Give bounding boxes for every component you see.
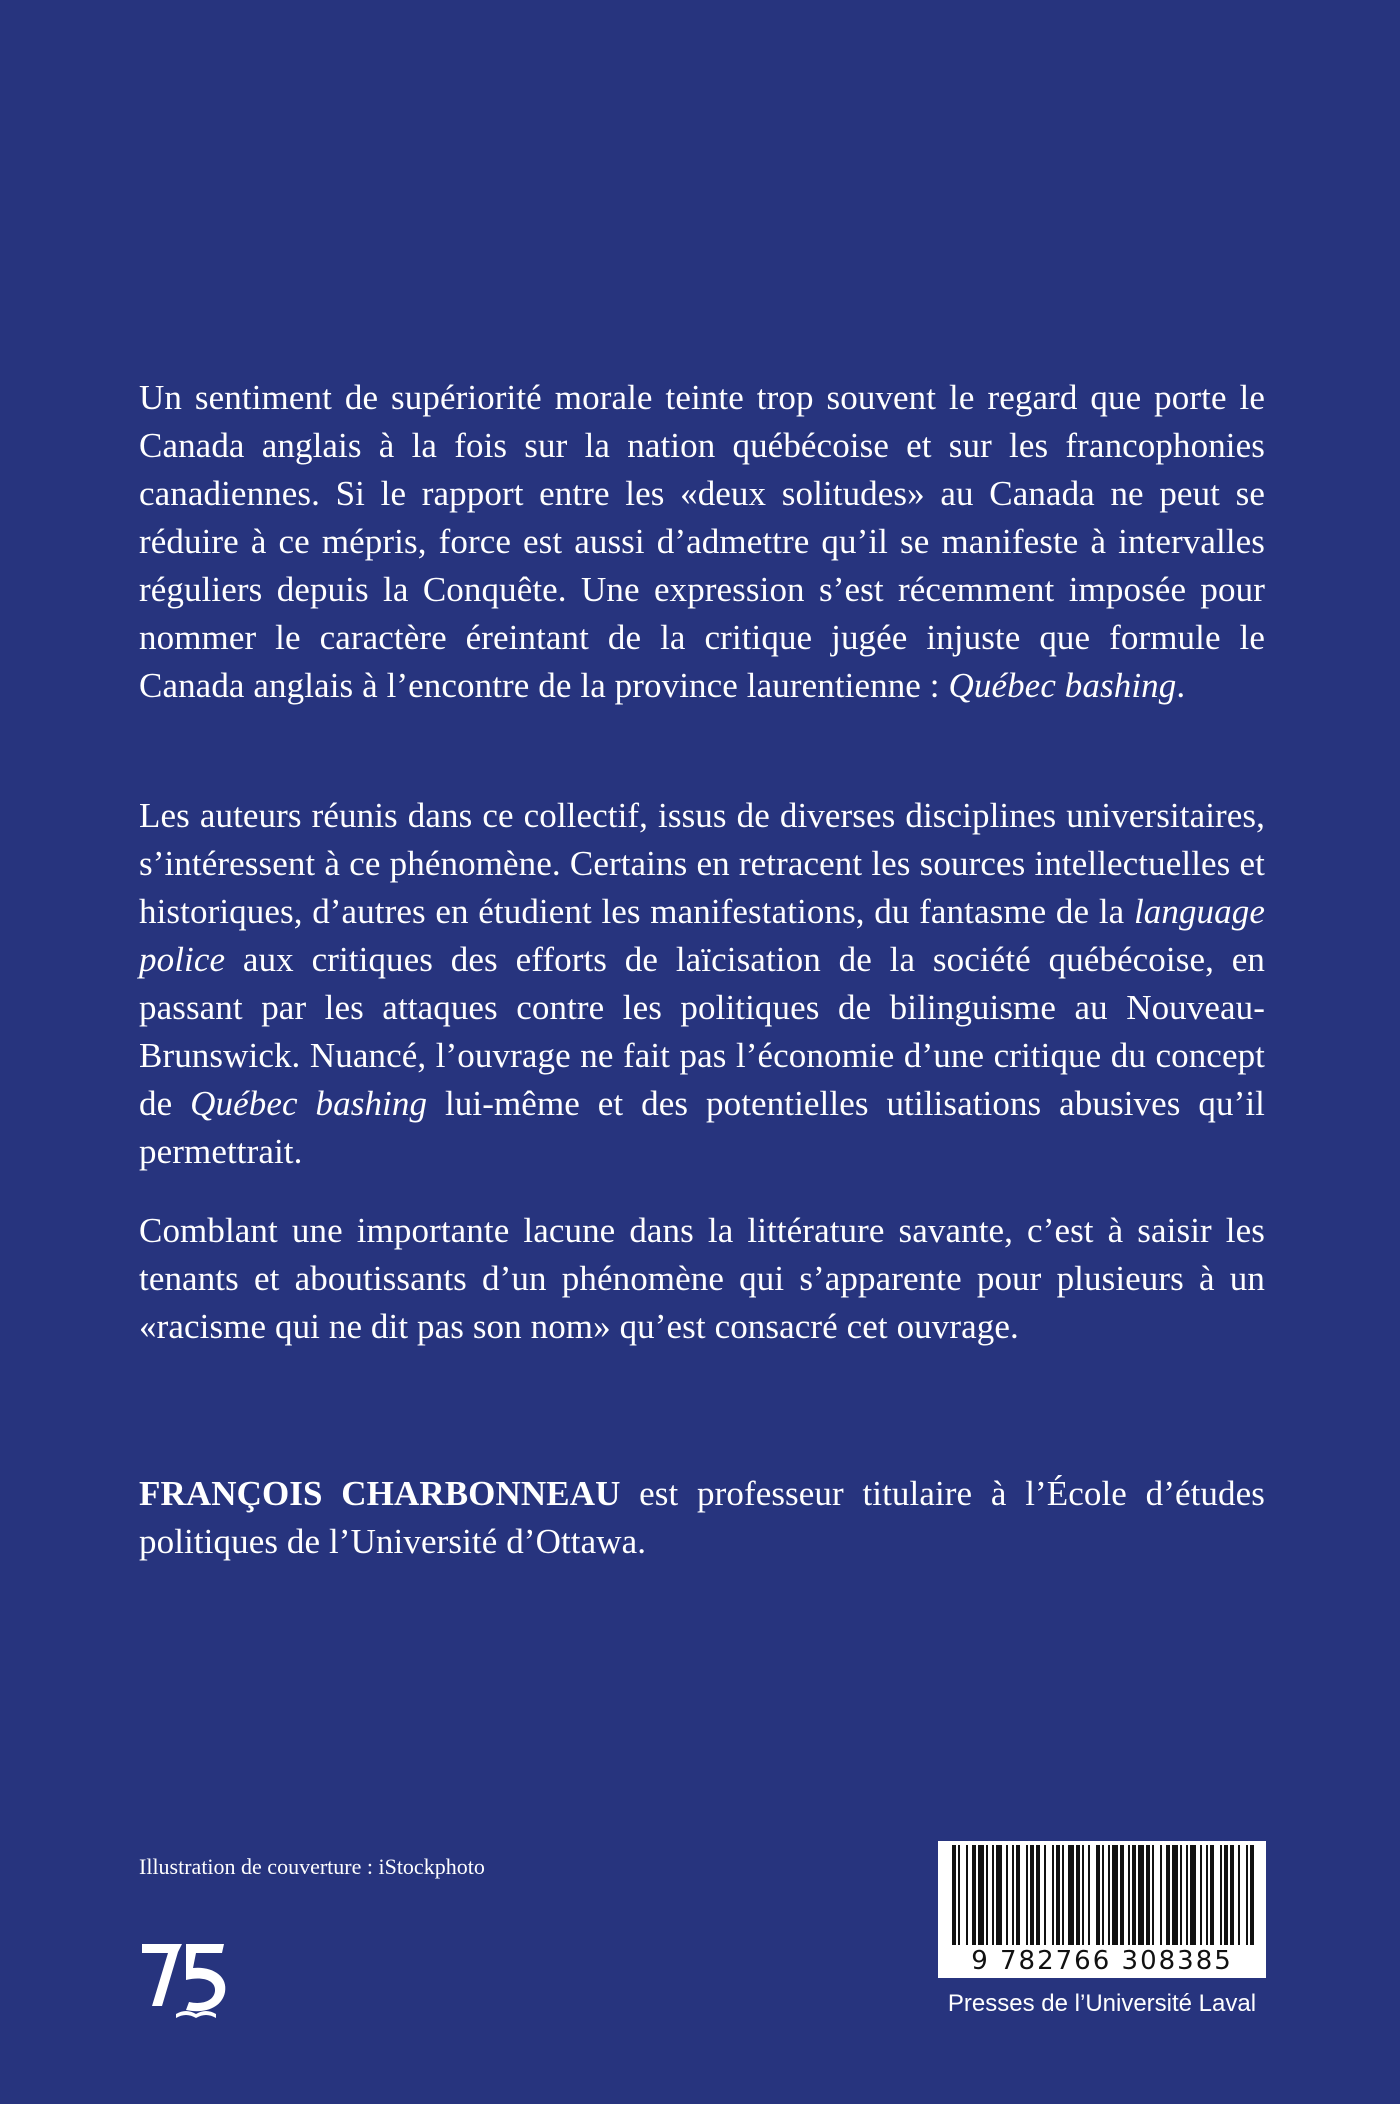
barcode-bar [1128,1845,1130,1945]
barcode-bar [1108,1845,1110,1945]
barcode-bar [1082,1845,1084,1945]
barcode-bar [1220,1845,1222,1945]
barcode-bar [1138,1845,1144,1945]
barcode-bar [958,1845,960,1945]
barcode-bar [1016,1845,1020,1945]
book-icon [176,2011,216,2018]
paragraph-conclusion-text: Comblant une importante lacune dans la littérature savante, c’est à saisir les tenants et aboutissants d’un phénomène qui s’apparente pour plusieurs à un «racisme qui ne dit pas son nom» qu’est consacré cet ouvrage. [139,1211,1265,1346]
barcode-bar [1120,1845,1124,1945]
barcode-bar [952,1845,956,1945]
barcode-bar [972,1845,976,1945]
barcode-bar [1026,1845,1028,1945]
author-name: FRANÇOIS CHARBONNEAU [139,1474,621,1513]
barcode-bar [1152,1845,1154,1945]
paragraph-authors-text-2: aux critiques des efforts de laïcisation de la société québécoise, en passant par les attaques contre les politiques de bilinguisme au Nouveau-Brunswick. Nuancé, l’ouvrage ne fait pas l’économie d’une critique du concept de [139,940,1265,1123]
isbn-barcode [938,1841,1266,1978]
isbn-digits: 9 782766 308385 [938,1946,1266,1976]
barcode-bar [1088,1845,1090,1945]
barcode-bar [1246,1845,1248,1945]
barcode-bar [986,1845,988,1945]
barcode-bar [1224,1845,1228,1945]
barcode-bar [978,1845,984,1945]
anniversary-75-logo [138,1934,238,2024]
barcode-bar [992,1845,994,1945]
paragraph-authors-text-1: Les auteurs réunis dans ce collectif, issus de diverses disciplines universitaires, s’intéressent à ce phénomène. Certains en retracent les sources intellectuelles et historiques, d’autres en étudient les manifestations, du fantasme de la [139,796,1265,931]
barcode-bar [1102,1845,1104,1945]
italic-term: Québec bashing [190,1084,428,1123]
barcode-bars [938,1841,1266,1946]
barcode-bar [1012,1845,1014,1945]
barcode-bar [1112,1845,1118,1945]
barcode-bar [1044,1845,1046,1945]
paragraph-intro [139,374,1265,710]
paragraph-conclusion [139,1207,1265,1351]
cover-credit: Illustration de couverture : iStockphoto [139,1854,485,1879]
barcode-bar [1132,1845,1136,1945]
barcode-bar [996,1845,1002,1945]
barcode-bar [1180,1845,1182,1945]
barcode-bar [1052,1845,1054,1945]
barcode-bar [1160,1845,1162,1945]
barcode-bar [1190,1845,1196,1945]
barcode-bar [1036,1845,1040,1945]
barcode-bar [1062,1845,1064,1945]
barcode-bar [966,1845,968,1945]
barcode-bar [1056,1845,1060,1945]
paragraph-authors [139,792,1265,1176]
barcode-bar [1230,1845,1234,1945]
barcode-bar [1200,1845,1202,1945]
barcode-bar [1172,1845,1178,1945]
barcode-bar [1166,1845,1170,1945]
italic-term: language police [139,892,1265,979]
publisher-name: Presses de l’Université Laval [947,1990,1257,2017]
paragraph-authors-text-3: lui-même et des potentielles utilisations abusives qu’il permettrait. [139,1084,1266,1171]
italic-term: Québec bashing [948,666,1177,705]
barcode-bar [1030,1845,1034,1945]
barcode-bar [1076,1845,1080,1945]
barcode-bar [1238,1845,1240,1945]
barcode-bar [1210,1845,1214,1945]
barcode-bar [1250,1845,1254,1945]
barcode-bar [1206,1845,1208,1945]
author-bio-text: est professeur titulaire à l’École d’études politiques de l’Université d’Ottawa. [139,1474,1265,1561]
barcode-bar [1096,1845,1100,1945]
barcode-bar [1186,1845,1188,1945]
barcode-bar [1146,1845,1150,1945]
author-bio [139,1470,1265,1566]
paragraph-intro-end: . [1176,666,1186,705]
paragraph-intro-text: Un sentiment de supériorité morale teinte trop souvent le regard que porte le Canada anglais à la fois sur la nation québécoise et sur les francophonies canadiennes. Si le rapport entre les «deux solitudes» au Canada ne peut se réduire à ce mépris, force est aussi d’admettre qu’il se manifeste à intervalles réguliers depuis la Conquête. Une expression s’est récemment imposée pour nommer le caractère éreintant de la critique jugée injuste que formule le Canada anglais à l’encontre de la province laurentienne : [139,378,1265,705]
barcode-bar [1006,1845,1008,1945]
barcode-bar [1068,1845,1074,1945]
